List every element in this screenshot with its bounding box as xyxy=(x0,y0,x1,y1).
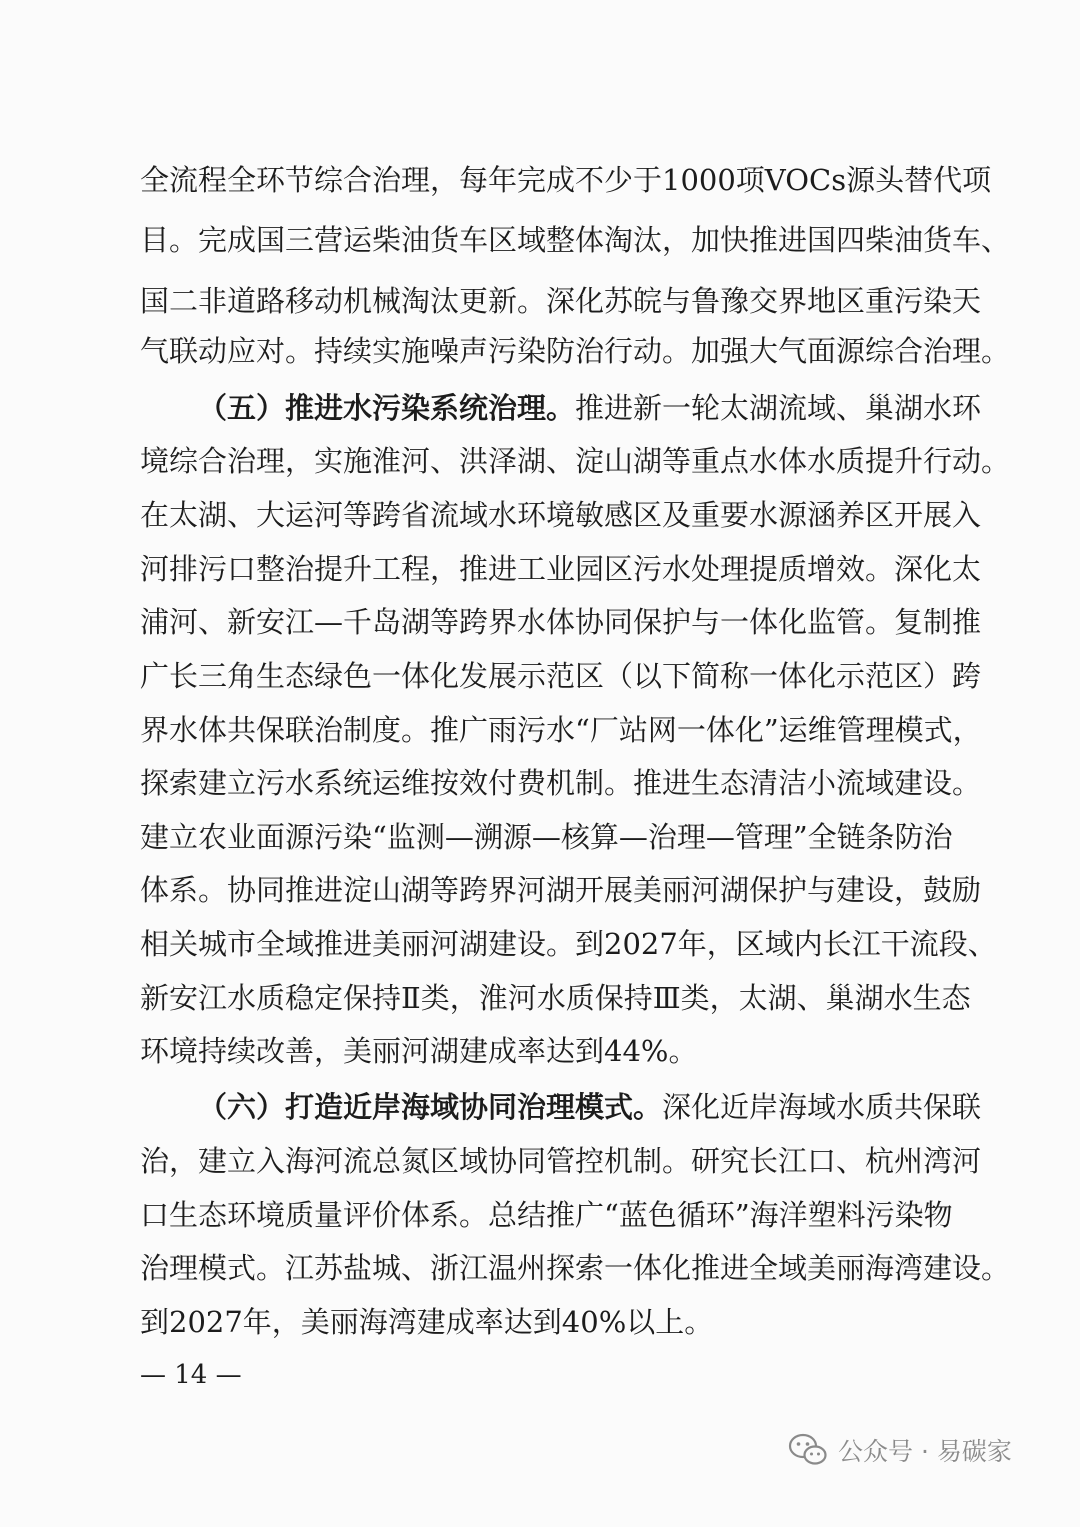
watermark xyxy=(788,1428,1012,1472)
text-line: 界水体共保联治制度。推广雨污水“厂站网一体化”运维管理模式， xyxy=(140,713,982,747)
text-line: 国二非道路移动机械淘汰更新。深化苏皖与鲁豫交界地区重污染天 xyxy=(140,284,982,318)
text-line: 广长三角生态绿色一体化发展示范区（以下简称一体化示范区）跨 xyxy=(140,659,982,693)
section-5-first-line xyxy=(198,388,982,428)
text-line: 治理模式。江苏盐城、浙江温州探索一体化推进全域美丽海湾建设。 xyxy=(140,1251,1011,1285)
section-6-text: 深化近岸海域水质共保联 xyxy=(662,1090,982,1124)
section-6-first-line xyxy=(198,1087,982,1127)
text-line: 建立农业面源污染“监测—溯源—核算—治理—管理”全链条防治 xyxy=(140,820,953,854)
text-line: 目。完成国三营运柴油货车区域整体淘汰，加快推进国四柴油货车、 xyxy=(140,223,1011,257)
text-line: 治，建立入海河流总氮区域协同管控机制。研究长江口、杭州湾河 xyxy=(140,1144,982,1178)
text-line: 浦河、新安江—千岛湖等跨界水体协同保护与一体化监管。复制推 xyxy=(140,605,982,639)
text-line: 河排污口整治提升工程，推进工业园区污水处理提质增效。深化太 xyxy=(140,552,982,586)
text-line: 相关城市全域推进美丽河湖建设。到2027年，区域内长江干流段、 xyxy=(140,927,997,961)
page-number: — 14 — xyxy=(140,1360,242,1390)
section-5-heading: （五）推进水污染系统治理。 xyxy=(198,391,576,425)
wechat-icon xyxy=(788,1433,828,1467)
text-line: 口生态环境质量评价体系。总结推广“蓝色循环”海洋塑料污染物 xyxy=(140,1198,953,1232)
text-line: 境综合治理，实施淮河、洪泽湖、淀山湖等重点水体水质提升行动。 xyxy=(140,444,1011,478)
text-line: 新安江水质稳定保持Ⅱ类，淮河水质保持Ⅲ类，太湖、巢湖水生态 xyxy=(140,981,971,1015)
watermark-text: 公众号 · 易碳家 xyxy=(838,1437,1012,1466)
text-line: 体系。协同推进淀山湖等跨界河湖开展美丽河湖保护与建设，鼓励 xyxy=(140,873,982,907)
text-line: 全流程全环节综合治理，每年完成不少于1000项VOCs源头替代项 xyxy=(140,163,992,197)
text-line: 环境持续改善，美丽河湖建成率达到44%。 xyxy=(140,1034,698,1068)
text-line: 在太湖、大运河等跨省流域水环境敏感区及重要水源涵养区开展入 xyxy=(140,498,982,532)
section-6-heading: （六）打造近岸海域协同治理模式。 xyxy=(198,1090,663,1124)
text-line: 到2027年，美丽海湾建成率达到40%以上。 xyxy=(140,1305,714,1339)
section-5-text: 推进新一轮太湖流域、巢湖水环 xyxy=(575,391,982,425)
text-line: 气联动应对。持续实施噪声污染防治行动。加强大气面源综合治理。 xyxy=(140,334,1011,368)
text-line: 探索建立污水系统运维按效付费机制。推进生态清洁小流域建设。 xyxy=(140,766,982,800)
